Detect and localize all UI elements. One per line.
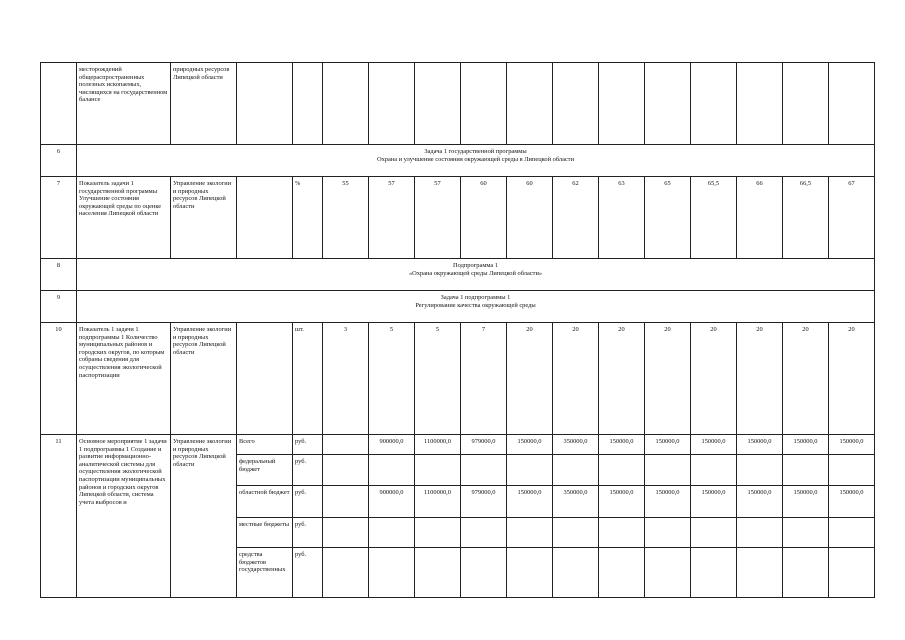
year-value-cell: 20	[507, 323, 553, 435]
year-value-cell: 5	[415, 323, 461, 435]
empty-cell	[415, 63, 461, 145]
year-value-cell: 979000,0	[461, 435, 507, 455]
empty-cell	[323, 63, 369, 145]
funding-source-cell: федеральный бюджет	[237, 455, 293, 486]
year-value-cell: 350000,0	[553, 435, 599, 455]
year-value-cell: 57	[369, 177, 415, 259]
year-value-cell: 60	[507, 177, 553, 259]
empty-cell	[829, 63, 875, 145]
year-value-cell	[461, 518, 507, 548]
year-value-cell	[691, 455, 737, 486]
year-value-cell	[369, 455, 415, 486]
indicator-name-cell: Показатель 1 задачи 1 подпрограммы 1 Количество муниципальных районов и городских округов, по которым собраны сведения для осуществления экологической паспортизации	[77, 323, 171, 435]
year-value-cell	[691, 518, 737, 548]
year-value-cell: 20	[553, 323, 599, 435]
year-value-cell	[829, 455, 875, 486]
year-value-cell	[645, 455, 691, 486]
year-value-cell: 150000,0	[829, 435, 875, 455]
year-value-cell	[783, 518, 829, 548]
year-value-cell	[737, 455, 783, 486]
year-value-cell: 150000,0	[691, 486, 737, 518]
section-title-line: Задача 1 подпрограммы 1	[440, 294, 511, 301]
section-row	[41, 291, 875, 323]
year-value-cell: 150000,0	[507, 486, 553, 518]
empty-cell	[553, 63, 599, 145]
empty-cell	[293, 63, 323, 145]
year-value-cell: 7	[461, 323, 507, 435]
year-value-cell: 20	[737, 323, 783, 435]
year-value-cell	[323, 455, 369, 486]
section-subtitle-line: «Охрана окружающей среды Липецкой области»	[408, 269, 543, 277]
empty-cell	[645, 63, 691, 145]
year-value-cell	[369, 518, 415, 548]
year-value-cell: 20	[599, 323, 645, 435]
section-row	[41, 259, 875, 291]
year-value-cell	[829, 548, 875, 598]
year-value-cell: 1100000,0	[415, 486, 461, 518]
executor-cell: Управление экологии и природных ресурсов Липецкой области	[171, 177, 237, 259]
indicator-name-cell: месторождений общераспространенных полезных ископаемых, числящихся на государственном балансе	[77, 63, 171, 145]
year-value-cell	[599, 518, 645, 548]
funding-row	[41, 435, 875, 455]
year-value-cell: 60	[461, 177, 507, 259]
year-value-cell	[323, 518, 369, 548]
indicator-row	[41, 323, 875, 435]
section-title-line: Задача 1 государственной программы	[424, 148, 527, 155]
section-title-cell	[77, 145, 875, 177]
year-value-cell	[461, 548, 507, 598]
funding-source-cell: областной бюджет	[237, 486, 293, 518]
year-value-cell: 20	[691, 323, 737, 435]
section-title-cell	[77, 259, 875, 291]
year-value-cell: 3	[323, 323, 369, 435]
funding-source-cell: средства бюджетов государственных	[237, 548, 293, 598]
unit-cell: руб.	[293, 518, 323, 548]
executor-cell: природных ресурсов Липецкой области	[171, 63, 237, 145]
unit-cell: шт.	[293, 323, 323, 435]
year-value-cell: 5	[369, 323, 415, 435]
year-value-cell: 63	[599, 177, 645, 259]
indicators-table	[40, 62, 875, 598]
row-number-cell: 11	[41, 435, 77, 598]
year-value-cell: 66	[737, 177, 783, 259]
year-value-cell	[507, 455, 553, 486]
empty-cell	[737, 63, 783, 145]
empty-cell	[237, 63, 293, 145]
year-value-cell: 57	[415, 177, 461, 259]
funding-source-cell: местные бюджеты	[237, 518, 293, 548]
year-value-cell	[553, 548, 599, 598]
year-value-cell: 1100000,0	[415, 435, 461, 455]
year-value-cell	[415, 455, 461, 486]
empty-cell	[507, 63, 553, 145]
year-value-cell	[553, 455, 599, 486]
year-value-cell: 150000,0	[599, 486, 645, 518]
year-value-cell	[691, 548, 737, 598]
funding-source-cell	[237, 323, 293, 435]
activity-name-cell: Основное мероприятие 1 задачи 1 подпрограммы 1 Создание и развитие информационно-аналитической системы для осуществления экологической паспортизации муниципальных районов и городских округов Липецкой области, система учета выбросов и	[77, 435, 171, 598]
year-value-cell: 150000,0	[507, 435, 553, 455]
section-subtitle-line: Регулирование качества окружающей среды	[415, 301, 536, 309]
section-subtitle-line: Охрана и улучшение состояния окружающей среды в Липецкой области	[376, 155, 575, 163]
unit-cell: руб.	[293, 486, 323, 518]
year-value-cell	[323, 435, 369, 455]
year-value-cell: 150000,0	[829, 486, 875, 518]
year-value-cell: 62	[553, 177, 599, 259]
year-value-cell: 20	[783, 323, 829, 435]
year-value-cell: 150000,0	[691, 435, 737, 455]
row-number-cell: 6	[41, 145, 77, 177]
unit-cell: руб.	[293, 435, 323, 455]
executor-cell: Управление экологии и природных ресурсов Липецкой области	[171, 435, 237, 598]
empty-cell	[461, 63, 507, 145]
empty-cell	[599, 63, 645, 145]
empty-cell	[691, 63, 737, 145]
year-value-cell: 150000,0	[737, 435, 783, 455]
year-value-cell	[645, 518, 691, 548]
year-value-cell	[323, 486, 369, 518]
year-value-cell: 20	[829, 323, 875, 435]
indicator-row	[41, 177, 875, 259]
year-value-cell: 900000,0	[369, 486, 415, 518]
year-value-cell: 65,5	[691, 177, 737, 259]
year-value-cell: 900000,0	[369, 435, 415, 455]
year-value-cell: 67	[829, 177, 875, 259]
year-value-cell: 55	[323, 177, 369, 259]
year-value-cell	[323, 548, 369, 598]
empty-cell	[783, 63, 829, 145]
year-value-cell: 66,5	[783, 177, 829, 259]
year-value-cell: 150000,0	[783, 435, 829, 455]
year-value-cell: 150000,0	[645, 486, 691, 518]
section-row	[41, 145, 875, 177]
section-title-cell	[77, 291, 875, 323]
year-value-cell: 979000,0	[461, 486, 507, 518]
year-value-cell	[783, 548, 829, 598]
year-value-cell: 20	[645, 323, 691, 435]
year-value-cell	[369, 548, 415, 598]
year-value-cell	[599, 548, 645, 598]
funding-source-cell: Всего	[237, 435, 293, 455]
year-value-cell	[645, 548, 691, 598]
year-value-cell: 150000,0	[645, 435, 691, 455]
year-value-cell	[415, 548, 461, 598]
year-value-cell	[415, 518, 461, 548]
unit-cell: %	[293, 177, 323, 259]
year-value-cell	[737, 548, 783, 598]
row-number-cell	[41, 63, 77, 145]
year-value-cell: 150000,0	[599, 435, 645, 455]
year-value-cell: 150000,0	[737, 486, 783, 518]
row-number-cell: 8	[41, 259, 77, 291]
year-value-cell	[829, 518, 875, 548]
year-value-cell	[507, 518, 553, 548]
unit-cell: руб.	[293, 455, 323, 486]
empty-cell	[369, 63, 415, 145]
year-value-cell: 150000,0	[783, 486, 829, 518]
year-value-cell: 350000,0	[553, 486, 599, 518]
program-table-page	[40, 62, 871, 598]
year-value-cell: 65	[645, 177, 691, 259]
year-value-cell	[783, 455, 829, 486]
row-number-cell: 7	[41, 177, 77, 259]
indicator-name-cell: Показатель задачи 1 государственной программы Улучшение состояния окружающей среды по оценке населения Липецкой области	[77, 177, 171, 259]
year-value-cell	[599, 455, 645, 486]
year-value-cell	[461, 455, 507, 486]
year-value-cell	[737, 518, 783, 548]
unit-cell: руб.	[293, 548, 323, 598]
row-number-cell: 9	[41, 291, 77, 323]
executor-cell: Управление экологии и природных ресурсов Липецкой области	[171, 323, 237, 435]
funding-source-cell	[237, 177, 293, 259]
year-value-cell	[553, 518, 599, 548]
year-value-cell	[507, 548, 553, 598]
row-number-cell: 10	[41, 323, 77, 435]
table-row	[41, 63, 875, 145]
section-title-line: Подпрограмма 1	[452, 262, 498, 269]
